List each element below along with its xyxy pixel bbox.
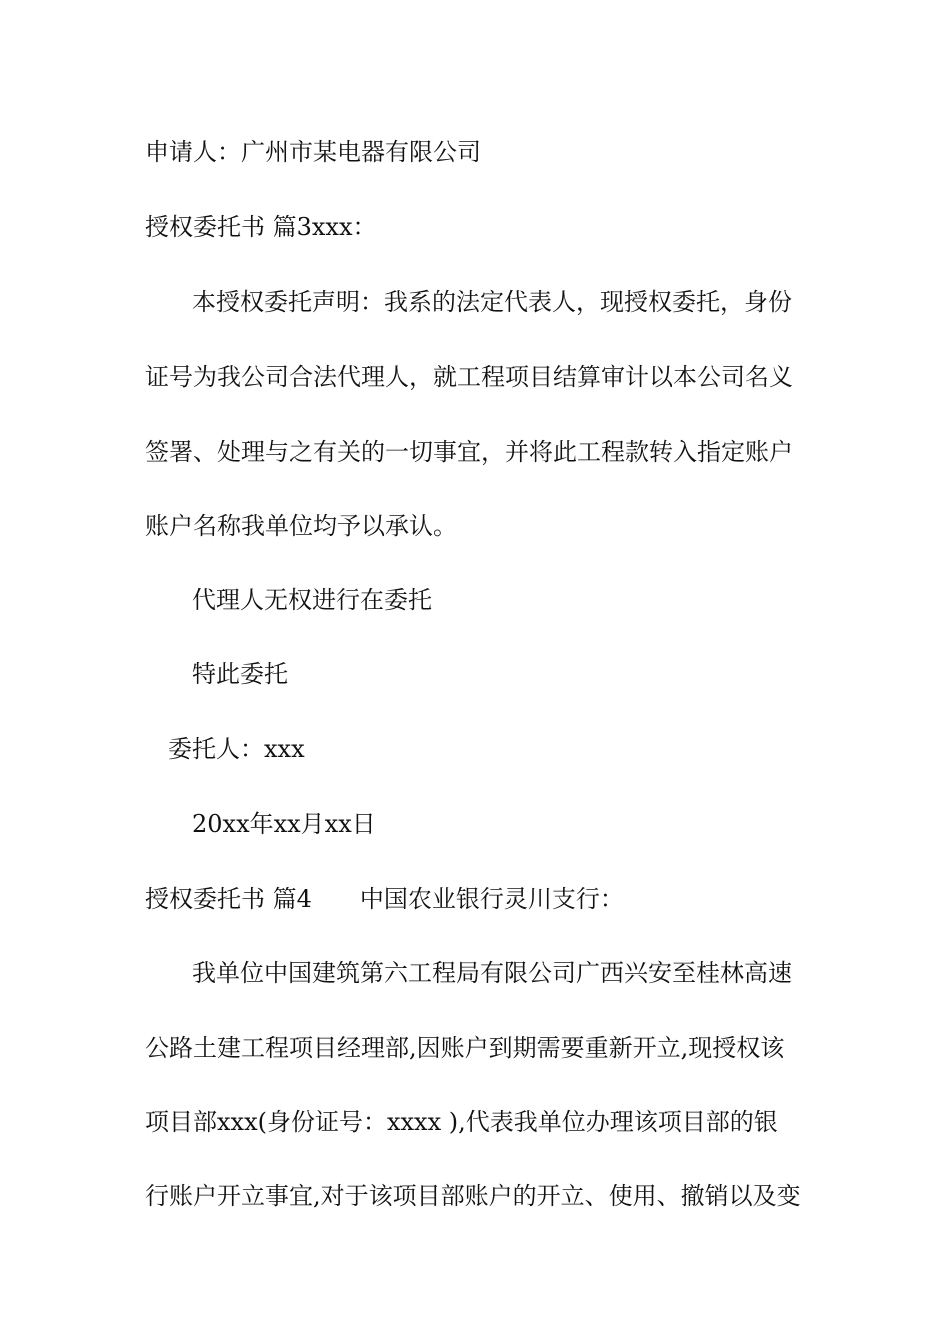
section-heading-4 [145,884,624,914]
paragraph-line: 证号为我公司合法代理人，就工程项目结算审计以本公司名义 [145,363,793,391]
addressee: 中国农业银行灵川支行： [359,885,624,913]
applicant-line: 申请人：广州市某电器有限公司 [145,138,481,166]
paragraph-line: 本授权委托声明：我系的法定代表人，现授权委托，身份 [192,288,792,316]
paragraph-line: 签署、处理与之有关的一切事宜，并将此工程款转入指定账户 [145,438,793,466]
paragraph-line: 代理人无权进行在委托 [192,586,432,614]
paragraph-line: 行账户开立事宜,对于该项目部账户的开立、使用、撤销以及变 [145,1182,801,1210]
principal-line: 委托人：xxx [168,735,305,763]
paragraph-line: 项目部xxx(身份证号：xxxx ),代表我单位办理该项目部的银 [145,1108,778,1136]
paragraph-line: 账户名称我单位均予以承认。 [145,512,457,540]
section-title: 授权委托书 篇4 [145,885,312,913]
paragraph-line: 我单位中国建筑第六工程局有限公司广西兴安至桂林高速 [192,959,792,987]
paragraph-line: 公路土建工程项目经理部,因账户到期需要重新开立,现授权该 [145,1034,785,1062]
closing-line: 特此委托 [192,660,288,688]
section-heading-3: 授权委托书 篇3xxx： [145,213,377,241]
date-line: 20xx年xx月xx日 [192,810,376,838]
